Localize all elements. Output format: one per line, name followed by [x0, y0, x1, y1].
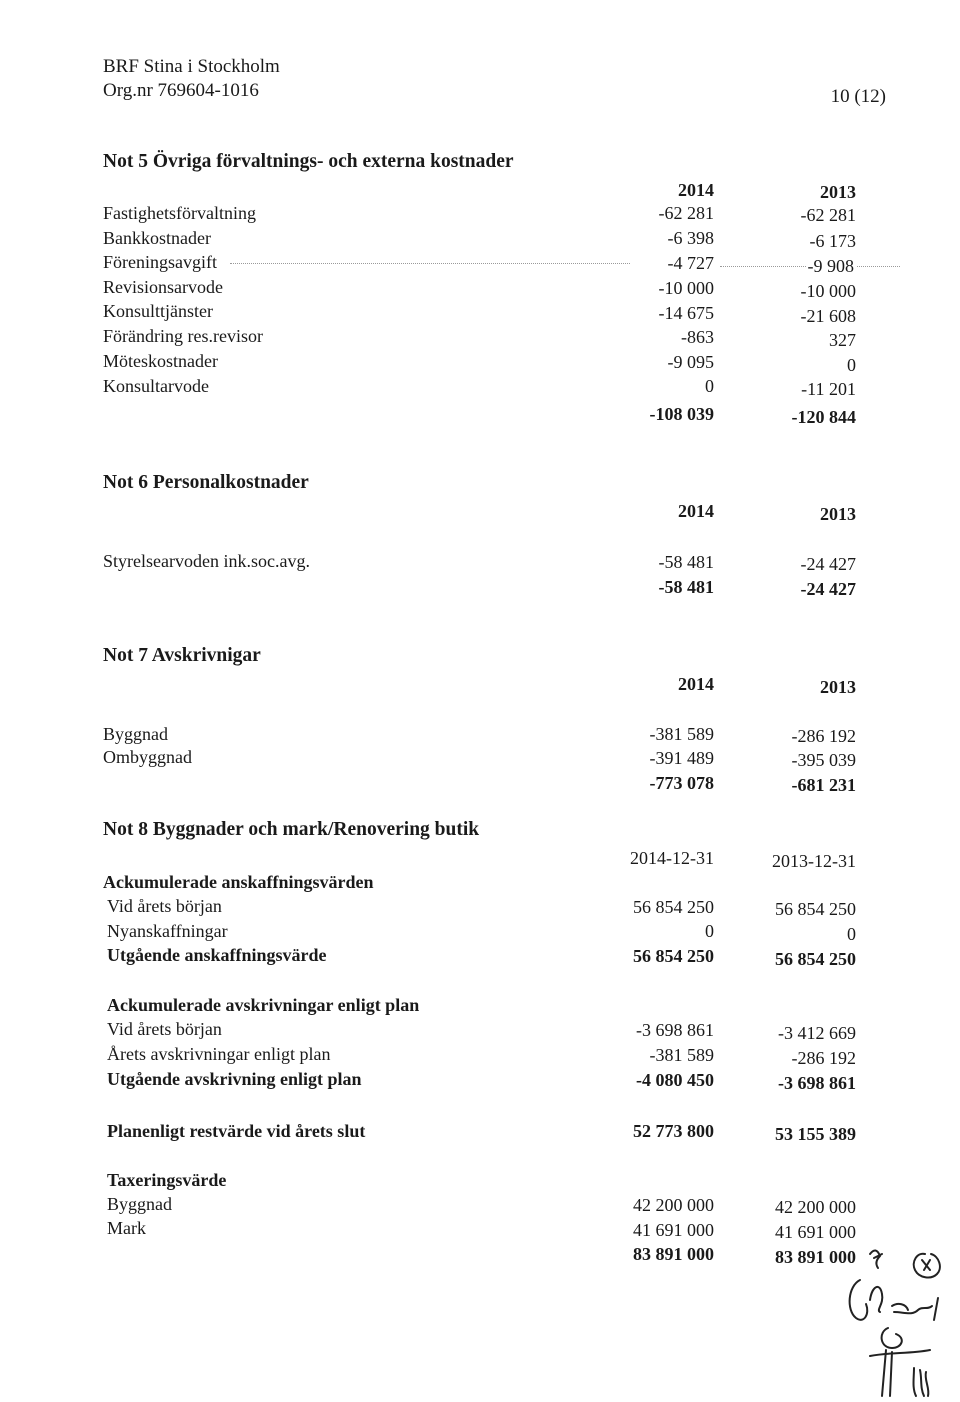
note7-row-2013: -286 192: [791, 726, 856, 746]
acq-row-2014: 0: [705, 921, 714, 941]
note5-row-label: Konsulttjänster: [103, 301, 213, 321]
acq-total-2013: 56 854 250: [775, 949, 856, 969]
note7-row-label: Byggnad: [103, 724, 168, 744]
residual-2013: 53 155 389: [775, 1124, 856, 1144]
note7-total-2014: -773 078: [649, 773, 714, 793]
note7-col-2013: 2013: [820, 677, 856, 697]
tax-row-label: Mark: [107, 1218, 146, 1238]
dep-row-2014: -3 698 861: [636, 1020, 714, 1040]
dep-total-2014: -4 080 450: [636, 1070, 714, 1090]
faint-dotted-line: [230, 263, 630, 264]
note5-row-2014: -10 000: [658, 278, 714, 298]
note5-row-label: Fastighetsförvaltning: [103, 203, 256, 223]
note5-row-2014: 0: [705, 376, 714, 396]
tax-row-label: Byggnad: [107, 1194, 172, 1214]
note5-row-2013: -21 608: [800, 306, 856, 326]
tax-heading: Taxeringsvärde: [107, 1170, 227, 1190]
tax-row-2013: 41 691 000: [775, 1222, 856, 1242]
note6-row-2013: -24 427: [800, 554, 856, 574]
note5-row-label: Konsultarvode: [103, 376, 209, 396]
note5-row-2013: -62 281: [800, 205, 856, 225]
tax-row-2013: 42 200 000: [775, 1197, 856, 1217]
note8-col-2013: 2013-12-31: [772, 851, 856, 871]
note5-row-2014: -4 727: [664, 253, 715, 274]
note6-total-2014: -58 481: [658, 577, 714, 597]
note6-title: Not 6 Personalkostnader: [103, 472, 309, 493]
note5-row-2014: -9 095: [667, 352, 714, 372]
note5-row-2013: -11 201: [801, 379, 856, 399]
note5-row-2014: -62 281: [658, 203, 714, 223]
org-number: Org.nr 769604-1016: [103, 80, 259, 101]
dep-total-2013: -3 698 861: [778, 1073, 856, 1093]
note5-row-label: Bankkostnader: [103, 228, 211, 248]
dep-row-2014: -381 589: [649, 1045, 714, 1065]
note5-row-2014: -14 675: [658, 303, 714, 323]
dep-total-label: Utgående avskrivning enligt plan: [107, 1069, 362, 1089]
note5-total-2014: -108 039: [649, 404, 714, 424]
dep-heading: Ackumulerade avskrivningar enligt plan: [107, 995, 420, 1015]
note5-row-2013: -6 173: [809, 231, 856, 251]
note5-row-2013: 327: [829, 330, 856, 350]
note5-col-2013: 2013: [820, 182, 856, 202]
note5-row-label: Möteskostnader: [103, 351, 218, 371]
tax-row-2014: 41 691 000: [633, 1220, 714, 1240]
note5-row-label: Revisionsarvode: [103, 277, 223, 297]
dep-row-label: Vid årets början: [107, 1019, 222, 1039]
note7-row-2013: -395 039: [791, 750, 856, 770]
note5-row-label: Förändring res.revisor: [103, 326, 263, 346]
note5-col-2014: 2014: [678, 180, 714, 200]
note8-title: Not 8 Byggnader och mark/Renovering butik: [103, 819, 480, 840]
note5-row-2014: -863: [681, 327, 714, 347]
note6-col-2014: 2014: [678, 501, 714, 521]
dep-row-2013: -286 192: [791, 1048, 856, 1068]
acq-heading: Ackumulerade anskaffningsvärden: [103, 872, 374, 892]
note6-row-label: Styrelsearvoden ink.soc.avg.: [103, 551, 310, 571]
note5-total-2013: -120 844: [791, 407, 856, 427]
acq-row-label: Vid årets början: [107, 896, 222, 916]
note7-col-2014: 2014: [678, 674, 714, 694]
note7-total-2013: -681 231: [791, 775, 856, 795]
note7-title: Not 7 Avskrivnigar: [103, 645, 261, 666]
handwritten-initials-signature: [830, 1240, 960, 1400]
note7-row-2014: -381 589: [649, 724, 714, 744]
acq-total-2014: 56 854 250: [633, 946, 714, 966]
acq-row-2013: 0: [847, 924, 856, 944]
org-name: BRF Stina i Stockholm: [103, 56, 280, 77]
note6-row-2014: -58 481: [658, 552, 714, 572]
note7-row-2014: -391 489: [649, 748, 714, 768]
note6-total-2013: -24 427: [800, 579, 856, 599]
note8-col-2014: 2014-12-31: [630, 848, 714, 868]
acq-total-label: Utgående anskaffningsvärde: [107, 945, 327, 965]
note5-title: Not 5 Övriga förvaltnings- och externa kostnader: [103, 151, 514, 172]
dep-row-label: Årets avskrivningar enligt plan: [107, 1044, 331, 1064]
tax-total-2014: 83 891 000: [633, 1244, 714, 1264]
page-number: 10 (12): [830, 86, 886, 107]
note5-row-2013: 0: [847, 355, 856, 375]
note5-row-label: Föreningsavgift: [103, 252, 217, 272]
note5-row-2013: -10 000: [800, 281, 856, 301]
acq-row-2014: 56 854 250: [633, 897, 714, 917]
residual-label: Planenligt restvärde vid årets slut: [107, 1121, 366, 1141]
acq-row-2013: 56 854 250: [775, 899, 856, 919]
acq-row-label: Nyanskaffningar: [107, 921, 228, 941]
note6-col-2013: 2013: [820, 504, 856, 524]
note5-row-2014: -6 398: [667, 228, 714, 248]
tax-total-2013: 83 891 000: [775, 1247, 856, 1267]
note5-row-2013: -9 908: [807, 256, 854, 276]
tax-row-2014: 42 200 000: [633, 1195, 714, 1215]
dep-row-2013: -3 412 669: [778, 1023, 856, 1043]
residual-2014: 52 773 800: [633, 1121, 714, 1141]
note7-row-label: Ombyggnad: [103, 747, 192, 767]
